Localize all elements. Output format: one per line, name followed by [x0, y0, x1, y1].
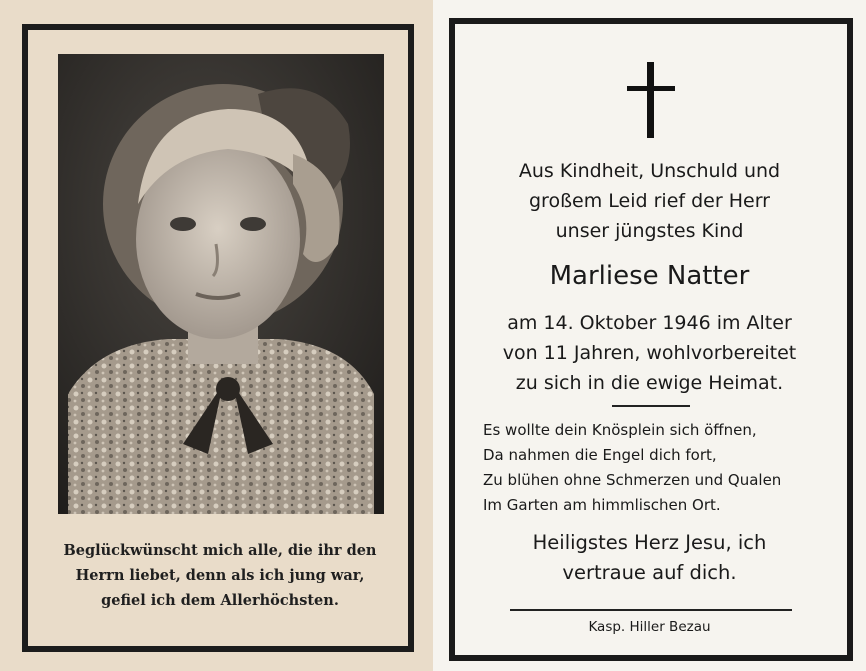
divider: [612, 405, 690, 407]
printer-credit: Kasp. Hiller Bezau: [588, 619, 711, 635]
notice-line: am 14. Oktober 1946 im Alter: [507, 312, 792, 334]
child-portrait-photo: [58, 54, 384, 514]
intro-line: Aus Kindheit, Unschuld und: [518, 160, 781, 182]
verse-line: Herrn liebet, denn als ich jung war,: [75, 567, 365, 584]
poem-line: Da nahmen die Engel dich fort,: [483, 446, 717, 464]
intro-line: unser jüngstes Kind: [555, 220, 744, 242]
cross-icon: [627, 62, 675, 138]
prayer: [433, 528, 866, 588]
poem-line: Es wollte dein Knösplein sich öffnen,: [483, 421, 757, 439]
bible-verse: [50, 538, 390, 613]
poem-line: Im Garten am himmlischen Ort.: [483, 496, 721, 514]
deceased-name: Marliese Natter: [549, 261, 750, 291]
portrait-illustration: [58, 54, 384, 514]
notice-line: zu sich in die ewige Heimat.: [515, 372, 784, 394]
death-notice: [433, 308, 866, 398]
poem: [483, 418, 823, 518]
poem-line: Zu blühen ohne Schmerzen und Qualen: [483, 471, 782, 489]
prayer-line: vertraue auf dich.: [562, 561, 737, 584]
notice-line: von 11 Jahren, wohlvorbereitet: [502, 342, 797, 364]
intro-text: [433, 156, 866, 246]
divider: [510, 609, 792, 611]
prayer-line: Heiligstes Herz Jesu, ich: [532, 531, 767, 554]
intro-line: großem Leid rief der Herr: [529, 190, 770, 212]
verse-line: gefiel ich dem Allerhöchsten.: [101, 592, 339, 609]
verse-line: Beglückwünscht mich alle, die ihr den: [63, 542, 377, 559]
memorial-card-back: [433, 0, 866, 671]
